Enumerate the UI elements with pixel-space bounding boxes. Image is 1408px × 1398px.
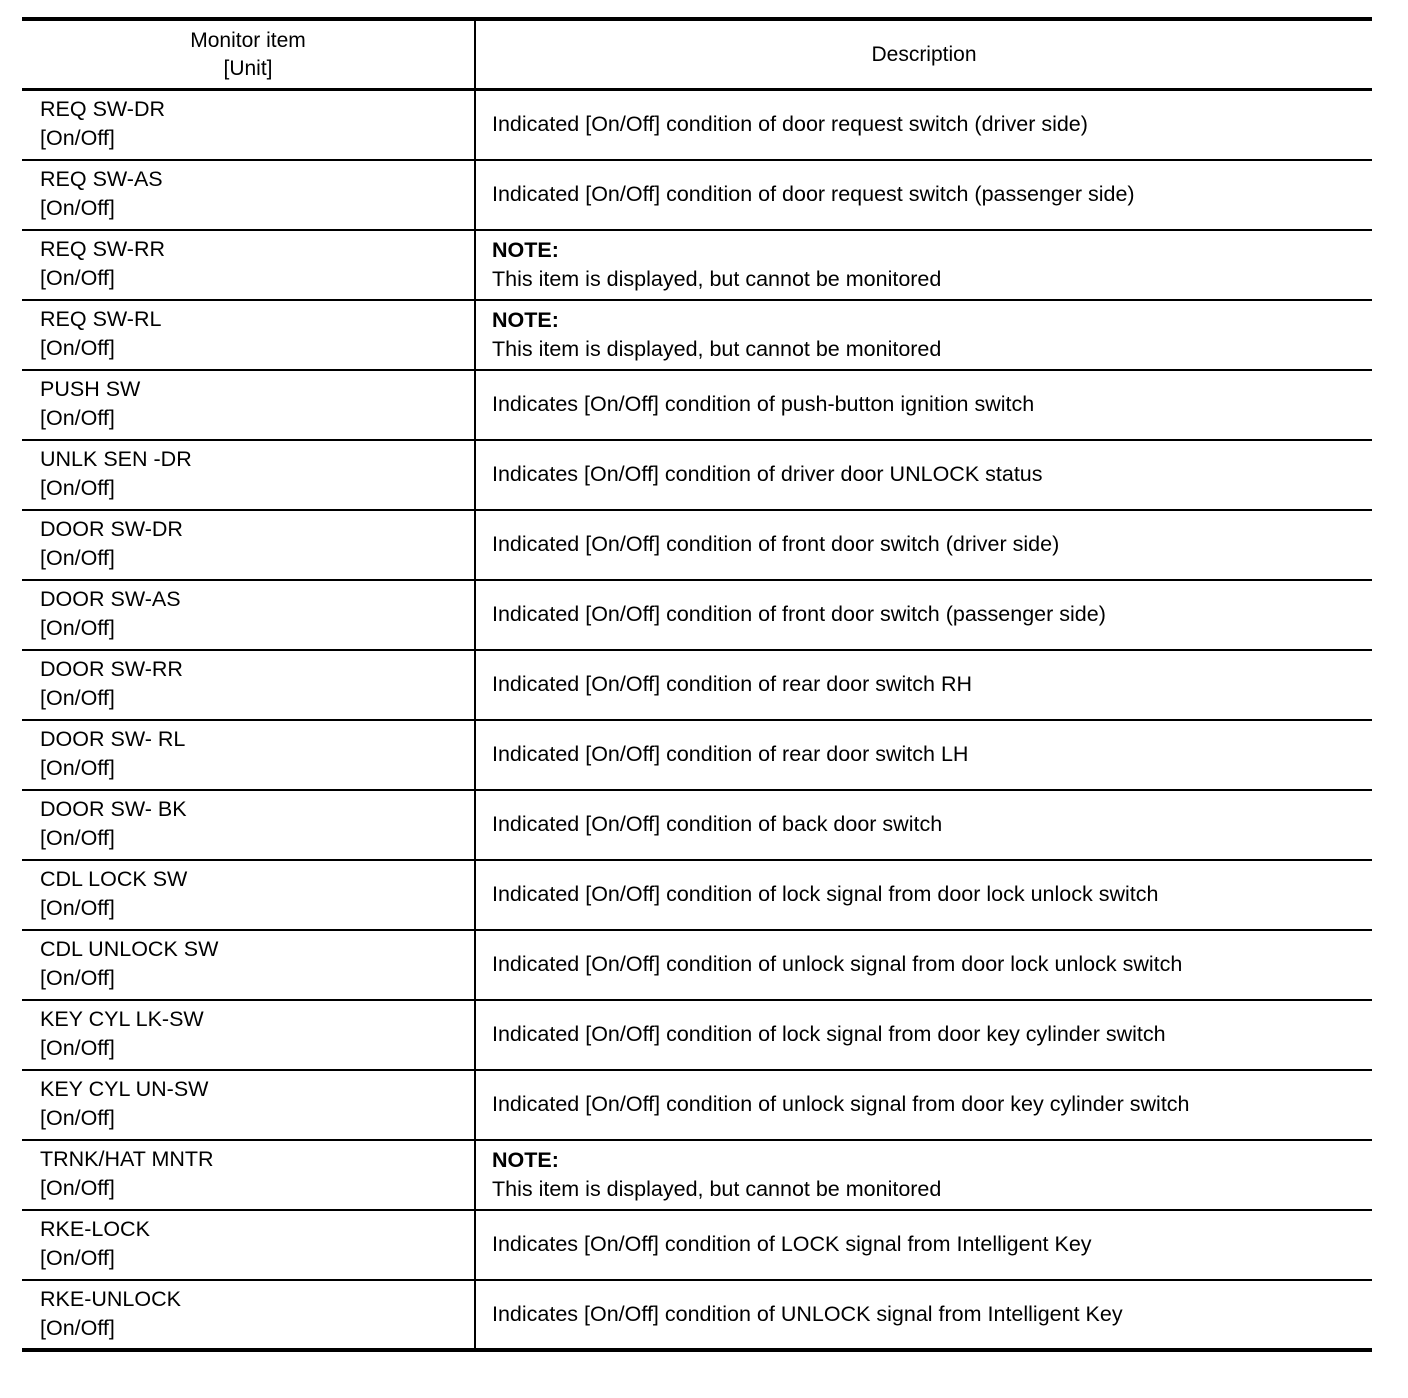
monitor-item-unit: [On/Off]: [40, 1035, 115, 1060]
monitor-item-unit: [On/Off]: [40, 755, 115, 780]
monitor-item-name: TRNK/HAT MNTR: [40, 1146, 214, 1171]
table-body: [22, 90, 1372, 1350]
description-text: Indicates [On/Off] condition of push-button ignition switch: [492, 392, 1035, 416]
monitor-item-name: DOOR SW-AS: [40, 586, 181, 611]
table-row: [22, 1210, 1372, 1280]
description-text: Indicated [On/Off] condition of lock signal from door key cylinder switch: [492, 1022, 1166, 1046]
description-cell: [475, 90, 1372, 160]
note-heading: NOTE:: [492, 237, 559, 262]
monitor-item-cell: [22, 720, 475, 790]
description-text: Indicated [On/Off] condition of door request switch (driver side): [492, 112, 1088, 137]
monitor-item-cell: [22, 510, 475, 580]
monitor-item-name: DOOR SW-DR: [40, 516, 183, 541]
description-text: Indicated [On/Off] condition of front door switch (passenger side): [492, 602, 1106, 626]
monitor-item-cell: [22, 1280, 475, 1350]
header-description: Description: [475, 19, 1372, 90]
monitor-item-unit: [On/Off]: [40, 1245, 115, 1270]
monitor-item-unit: [On/Off]: [40, 965, 115, 990]
monitor-item-unit: [On/Off]: [40, 1105, 115, 1130]
monitor-item-name: KEY CYL UN-SW: [40, 1076, 209, 1101]
description-cell: [475, 860, 1372, 930]
monitor-item-cell: [22, 90, 475, 160]
header-monitor-item: [22, 19, 475, 90]
monitor-item-name: KEY CYL LK-SW: [40, 1006, 204, 1031]
monitor-item-name: REQ SW-AS: [40, 166, 163, 191]
description-text: Indicated [On/Off] condition of rear door switch RH: [492, 672, 973, 696]
note-heading: NOTE:: [492, 1147, 559, 1172]
table-row: [22, 930, 1372, 1000]
monitor-item-unit: [On/Off]: [40, 1315, 115, 1340]
monitor-item-name: CDL LOCK SW: [40, 866, 188, 891]
monitor-item-table: [22, 17, 1372, 1352]
description-cell: [475, 790, 1372, 860]
description-cell: [475, 230, 1372, 300]
table-row: [22, 1280, 1372, 1350]
description-cell: [475, 1140, 1372, 1210]
description-text: Indicated [On/Off] condition of rear door switch LH: [492, 742, 969, 766]
table-row: [22, 790, 1372, 860]
description-cell: [475, 1070, 1372, 1140]
table-row: [22, 720, 1372, 790]
description-text: Indicated [On/Off] condition of door request switch (passenger side): [492, 182, 1135, 206]
note-heading: NOTE:: [492, 307, 559, 332]
monitor-item-name: UNLK SEN -DR: [40, 446, 192, 471]
description-cell: [475, 720, 1372, 790]
monitor-item-unit: [On/Off]: [40, 545, 115, 570]
monitor-item-name: DOOR SW- RL: [40, 726, 186, 751]
header-monitor-item-label: Monitor item: [190, 28, 306, 52]
monitor-item-name: REQ SW-RR: [40, 236, 166, 261]
description-text: Indicated [On/Off] condition of back door switch: [492, 812, 943, 836]
monitor-item-name: CDL UNLOCK SW: [40, 936, 219, 961]
monitor-item-cell: [22, 580, 475, 650]
monitor-item-cell: [22, 1070, 475, 1140]
table-row: [22, 650, 1372, 720]
description-cell: [475, 1280, 1372, 1350]
monitor-item-name: DOOR SW-RR: [40, 656, 183, 681]
monitor-item-unit: [On/Off]: [40, 195, 115, 220]
monitor-item-name: DOOR SW- BK: [40, 796, 187, 821]
description-text: Indicates [On/Off] condition of driver door UNLOCK status: [492, 462, 1043, 486]
monitor-item-cell: [22, 860, 475, 930]
monitor-item-cell: [22, 300, 475, 370]
monitor-item-name: PUSH SW: [40, 376, 141, 401]
monitor-item-unit: [On/Off]: [40, 685, 115, 710]
monitor-item-cell: [22, 790, 475, 860]
table-row: [22, 860, 1372, 930]
table-row: [22, 90, 1372, 160]
description-text: Indicates [On/Off] condition of UNLOCK signal from Intelligent Key: [492, 1301, 1123, 1326]
monitor-item-cell: [22, 1140, 475, 1210]
description-text: This item is displayed, but cannot be monitored: [492, 266, 942, 291]
monitor-item-unit: [On/Off]: [40, 265, 115, 290]
monitor-item-table-container: [22, 17, 1372, 1352]
description-text: Indicated [On/Off] condition of front door switch (driver side): [492, 532, 1060, 556]
description-cell: [475, 300, 1372, 370]
description-cell: [475, 650, 1372, 720]
monitor-item-name: REQ SW-DR: [40, 97, 166, 121]
description-cell: [475, 1210, 1372, 1280]
description-cell: [475, 580, 1372, 650]
monitor-item-cell: [22, 230, 475, 300]
description-cell: [475, 510, 1372, 580]
table-row: [22, 580, 1372, 650]
monitor-item-unit: [On/Off]: [40, 475, 115, 500]
table-row: [22, 300, 1372, 370]
monitor-item-cell: [22, 160, 475, 230]
description-text: This item is displayed, but cannot be monitored: [492, 336, 942, 361]
monitor-item-unit: [On/Off]: [40, 405, 115, 430]
table-row: [22, 510, 1372, 580]
table-row: [22, 1140, 1372, 1210]
table-row: [22, 440, 1372, 510]
monitor-item-unit: [On/Off]: [40, 615, 115, 640]
monitor-item-cell: [22, 1000, 475, 1070]
description-text: Indicated [On/Off] condition of unlock signal from door lock unlock switch: [492, 952, 1183, 976]
monitor-item-unit: [On/Off]: [40, 335, 115, 360]
monitor-item-name: REQ SW-RL: [40, 306, 162, 331]
description-cell: [475, 160, 1372, 230]
monitor-item-unit: [On/Off]: [40, 126, 115, 150]
table-row: [22, 1000, 1372, 1070]
table-row: [22, 230, 1372, 300]
monitor-item-name: RKE-LOCK: [40, 1216, 150, 1241]
description-cell: [475, 930, 1372, 1000]
description-text: This item is displayed, but cannot be monitored: [492, 1176, 942, 1201]
description-text: Indicated [On/Off] condition of unlock signal from door key cylinder switch: [492, 1092, 1190, 1116]
monitor-item-cell: [22, 440, 475, 510]
description-cell: [475, 440, 1372, 510]
monitor-item-cell: [22, 930, 475, 1000]
header-unit-label: [Unit]: [223, 56, 273, 80]
monitor-item-cell: [22, 650, 475, 720]
monitor-item-unit: [On/Off]: [40, 825, 115, 850]
monitor-item-unit: [On/Off]: [40, 895, 115, 920]
table-row: [22, 160, 1372, 230]
table-row: [22, 1070, 1372, 1140]
table-row: [22, 370, 1372, 440]
monitor-item-cell: [22, 370, 475, 440]
table-header-row: [22, 19, 1372, 90]
monitor-item-name: RKE-UNLOCK: [40, 1286, 181, 1311]
description-cell: [475, 1000, 1372, 1070]
description-text: Indicates [On/Off] condition of LOCK signal from Intelligent Key: [492, 1232, 1092, 1256]
monitor-item-cell: [22, 1210, 475, 1280]
description-cell: [475, 370, 1372, 440]
description-text: Indicated [On/Off] condition of lock signal from door lock unlock switch: [492, 882, 1159, 906]
monitor-item-unit: [On/Off]: [40, 1175, 115, 1200]
